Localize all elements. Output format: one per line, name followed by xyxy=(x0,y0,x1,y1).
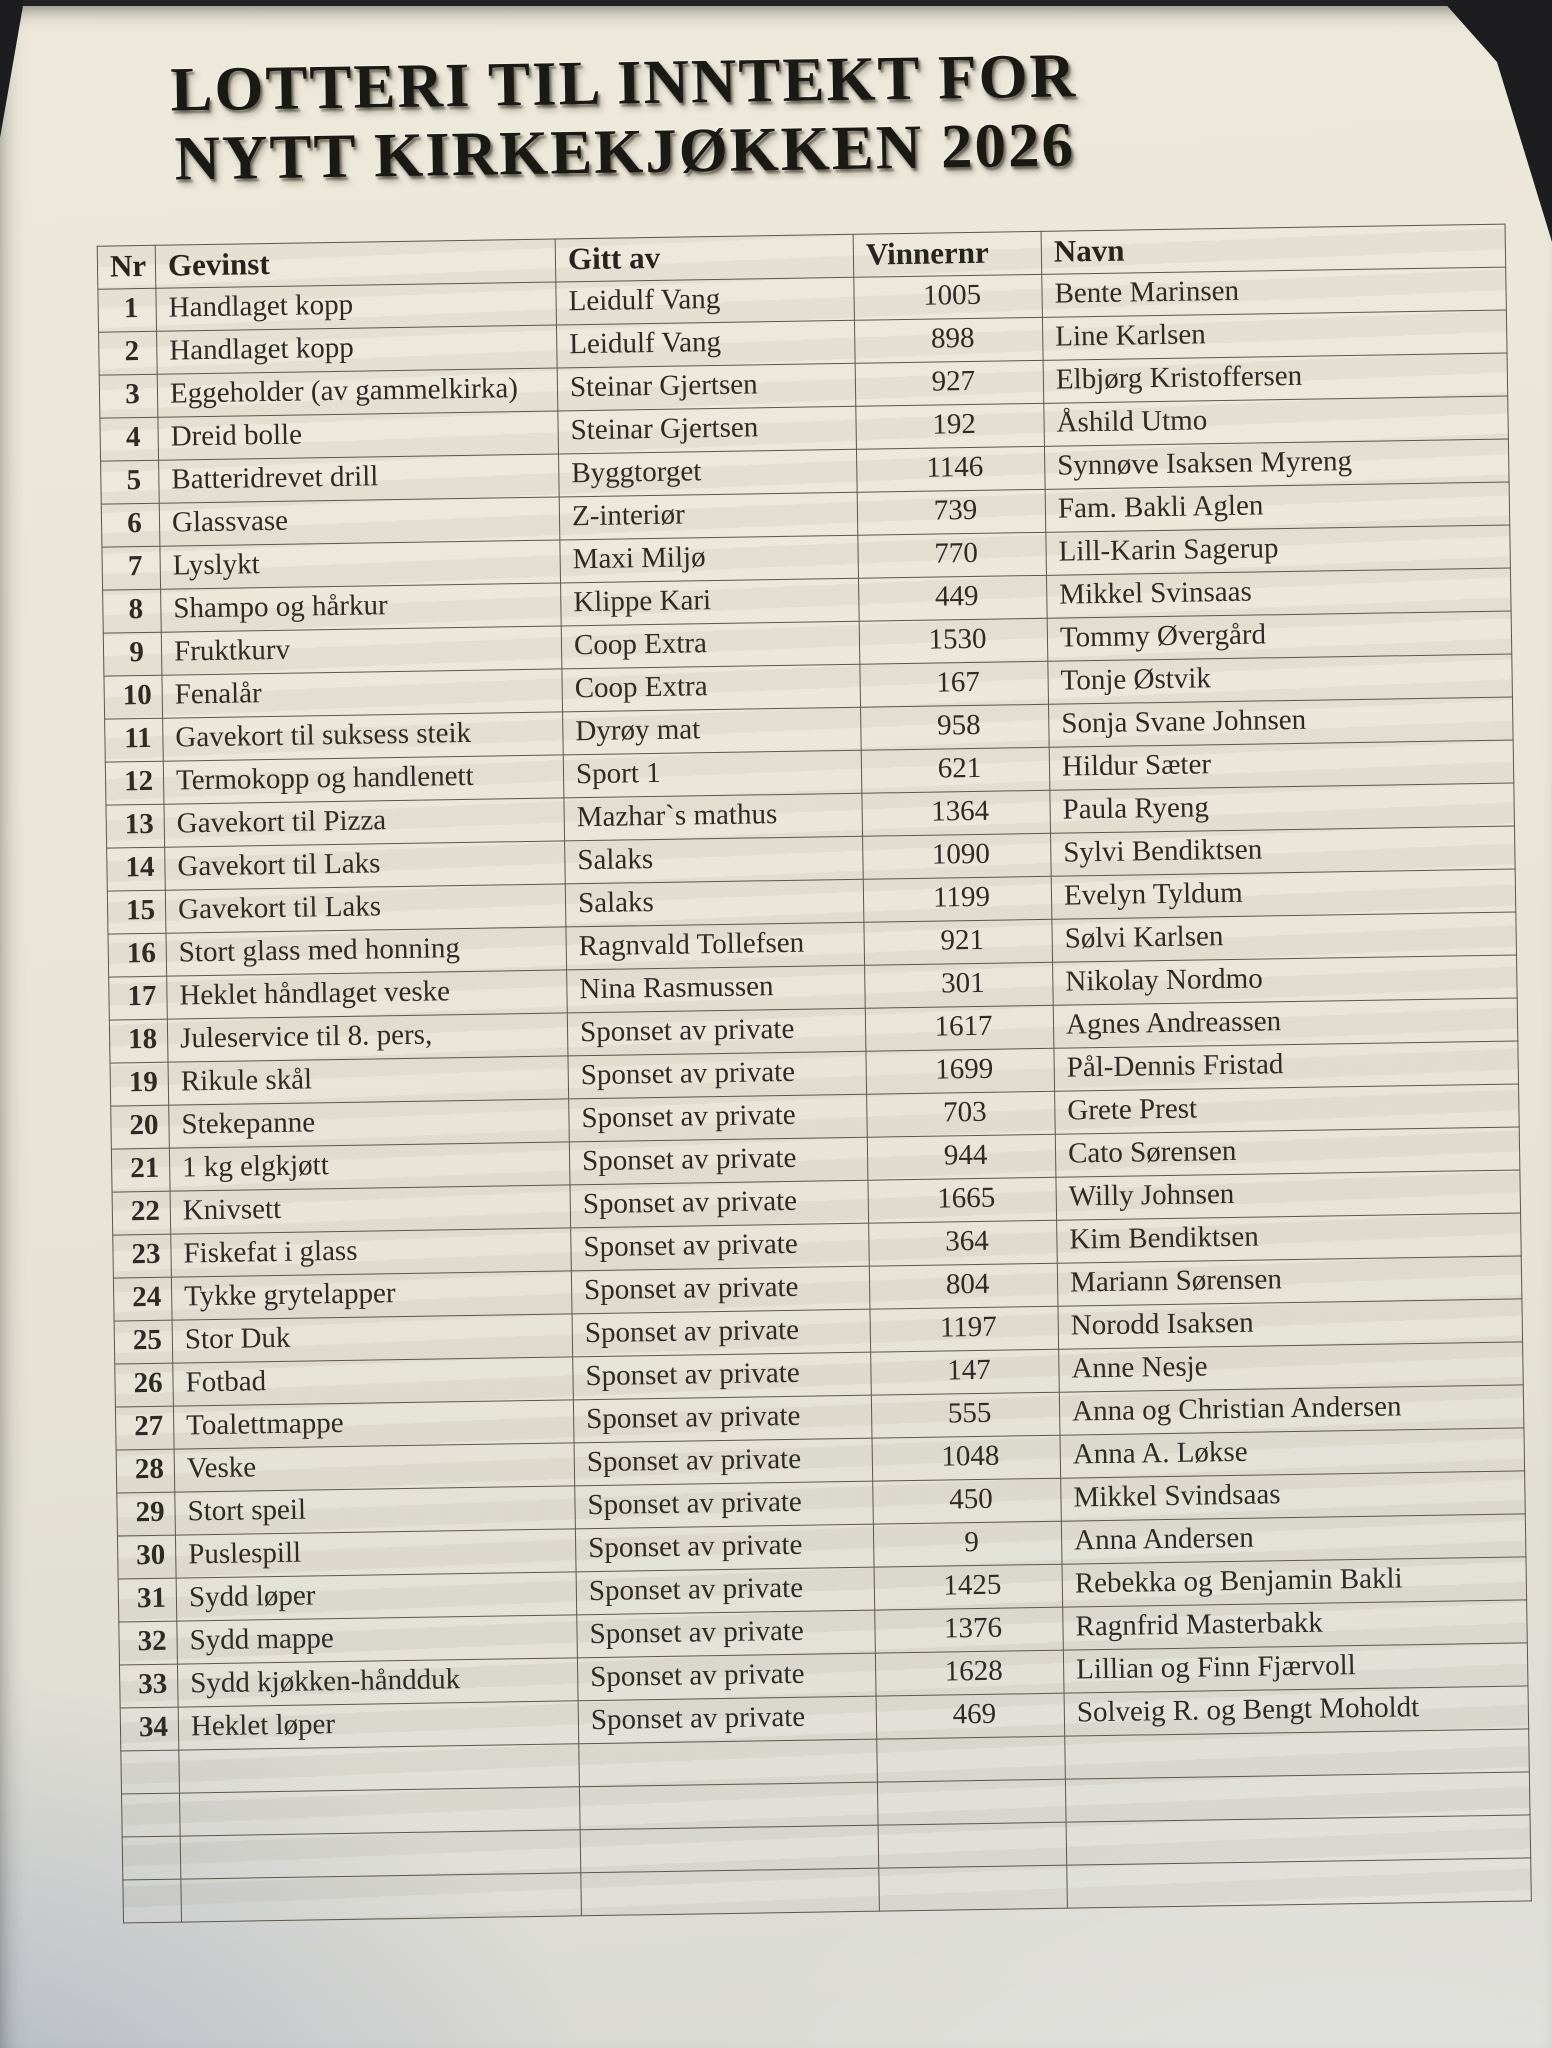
cell-gitt-av: Sponset av private xyxy=(577,1610,876,1658)
cell-nr: 33 xyxy=(119,1664,178,1708)
cell-gitt-av: Z-interiør xyxy=(559,492,858,540)
cell-navn: Nikolay Nordmo xyxy=(1053,955,1518,1005)
cell-vinnernr: 450 xyxy=(873,1478,1062,1524)
cell-gitt-av: Sponset av private xyxy=(575,1524,874,1572)
cell-navn: Anne Nesje xyxy=(1059,1342,1524,1392)
cell-navn: Mariann Sørensen xyxy=(1057,1256,1522,1306)
cell-nr xyxy=(121,1793,180,1837)
cell-gevinst xyxy=(180,1829,581,1878)
cell-vinnernr: 301 xyxy=(865,962,1054,1008)
cell-nr: 3 xyxy=(99,374,158,418)
cell-navn: Rebekka og Benjamin Bakli xyxy=(1062,1557,1527,1607)
cell-vinnernr: 804 xyxy=(869,1263,1058,1309)
cell-gitt-av: Sponset av private xyxy=(567,1008,866,1056)
cell-gitt-av: Sport 1 xyxy=(563,750,862,798)
cell-navn: Anna A. Løkse xyxy=(1060,1428,1525,1478)
cell-gitt-av: Byggtorget xyxy=(559,449,858,497)
cell-gitt-av: Sponset av private xyxy=(570,1180,869,1228)
cell-vinnernr: 927 xyxy=(855,360,1044,406)
cell-vinnernr: 1364 xyxy=(862,790,1051,836)
cell-vinnernr: 770 xyxy=(858,532,1047,578)
cell-vinnernr: 921 xyxy=(864,919,1053,965)
cell-nr: 16 xyxy=(108,933,167,977)
cell-gitt-av: Sponset av private xyxy=(573,1395,872,1443)
cell-gitt-av: Steinar Gjertsen xyxy=(558,406,857,454)
cell-vinnernr: 1425 xyxy=(874,1564,1063,1610)
cell-gitt-av: Sponset av private xyxy=(577,1653,876,1701)
cell-nr: 15 xyxy=(107,890,166,934)
cell-vinnernr: 703 xyxy=(867,1091,1056,1137)
cell-nr: 4 xyxy=(100,417,159,461)
cell-nr: 20 xyxy=(111,1105,170,1149)
cell-vinnernr: 192 xyxy=(856,403,1045,449)
cell-nr: 11 xyxy=(105,718,164,762)
cell-vinnernr: 739 xyxy=(857,489,1046,535)
cell-gevinst: Puslespill xyxy=(175,1528,576,1577)
cell-gevinst: Rikule skål xyxy=(168,1055,569,1104)
cell-gitt-av: Sponset av private xyxy=(568,1051,867,1099)
cell-nr: 1 xyxy=(98,288,157,332)
cell-nr: 9 xyxy=(103,632,162,676)
cell-gevinst: Dreid bolle xyxy=(158,411,559,460)
cell-gevinst: Sydd kjøkken-håndduk xyxy=(177,1657,578,1706)
cell-navn: Synnøve Isaksen Myreng xyxy=(1044,439,1509,489)
cell-gevinst: Fruktkurv xyxy=(161,626,562,675)
col-header-vinnernr: Vinnernr xyxy=(853,231,1042,277)
cell-nr: 7 xyxy=(102,546,161,590)
cell-nr: 10 xyxy=(104,675,163,719)
cell-nr: 24 xyxy=(113,1277,172,1321)
cell-gevinst: Heklet løper xyxy=(178,1700,579,1749)
cell-vinnernr: 898 xyxy=(854,317,1043,363)
cell-nr xyxy=(121,1750,180,1794)
cell-navn: Cato Sørensen xyxy=(1055,1127,1520,1177)
cell-navn: Norodd Isaksen xyxy=(1058,1299,1523,1349)
cell-gitt-av: Sponset av private xyxy=(575,1481,874,1529)
cell-gitt-av: Coop Extra xyxy=(562,664,861,712)
cell-navn: Hildur Sæter xyxy=(1049,740,1514,790)
cell-vinnernr: 1199 xyxy=(863,876,1052,922)
cell-nr: 23 xyxy=(113,1234,172,1278)
cell-gevinst: Stor Duk xyxy=(172,1313,573,1362)
cell-nr: 18 xyxy=(109,1019,168,1063)
cell-nr: 21 xyxy=(111,1148,170,1192)
cell-vinnernr: 555 xyxy=(871,1392,1060,1438)
cell-gitt-av: Salaks xyxy=(565,879,864,927)
cell-navn: Mikkel Svinsaas xyxy=(1046,568,1511,618)
cell-gevinst: Fotbad xyxy=(173,1356,574,1405)
cell-vinnernr: 1048 xyxy=(872,1435,1061,1481)
cell-vinnernr: 147 xyxy=(871,1349,1060,1395)
cell-navn: Grete Prest xyxy=(1055,1084,1520,1134)
cell-vinnernr xyxy=(877,1736,1066,1782)
cell-gitt-av: Coop Extra xyxy=(561,621,860,669)
col-header-nr: Nr xyxy=(97,245,156,289)
cell-gevinst: Veske xyxy=(174,1442,575,1491)
cell-navn: Bente Marinsen xyxy=(1042,267,1507,317)
cell-gevinst xyxy=(179,1743,580,1792)
cell-gevinst: Toalettmappe xyxy=(173,1399,574,1448)
cell-nr: 22 xyxy=(112,1191,171,1235)
cell-nr xyxy=(122,1836,181,1880)
cell-navn: Sylvi Bendiktsen xyxy=(1051,826,1516,876)
cell-gevinst: Stekepanne xyxy=(169,1098,570,1147)
page-title-line-2: NYTT KIRKEKJØKKEN 2026 xyxy=(174,109,1076,194)
cell-vinnernr: 1665 xyxy=(868,1177,1057,1223)
cell-gevinst: Handlaget kopp xyxy=(157,325,558,374)
cell-vinnernr: 1005 xyxy=(854,274,1043,320)
cell-gevinst: Stort speil xyxy=(175,1485,576,1534)
cell-gevinst: Sydd mappe xyxy=(177,1614,578,1663)
cell-gitt-av: Ragnvald Tollefsen xyxy=(566,922,865,970)
cell-navn: Pål-Dennis Fristad xyxy=(1054,1041,1519,1091)
cell-nr: 32 xyxy=(119,1621,178,1665)
cell-vinnernr xyxy=(877,1779,1066,1825)
cell-gevinst: Fiskefat i glass xyxy=(171,1227,572,1276)
cell-gitt-av: Mazhar`s mathus xyxy=(564,793,863,841)
cell-navn: Solveig R. og Bengt Moholdt xyxy=(1064,1685,1529,1735)
cell-gitt-av xyxy=(580,1825,879,1873)
cell-vinnernr: 1090 xyxy=(863,833,1052,879)
cell-gevinst: 1 kg elgkjøtt xyxy=(169,1141,570,1190)
cell-navn: Anna og Christian Andersen xyxy=(1059,1385,1524,1435)
cell-navn: Åshild Utmo xyxy=(1044,396,1509,446)
cell-gitt-av xyxy=(579,1739,878,1787)
cell-gevinst: Juleservice til 8. pers, xyxy=(167,1012,568,1061)
cell-nr: 25 xyxy=(114,1320,173,1364)
col-header-gevinst: Gevinst xyxy=(155,239,556,288)
cell-vinnernr: 1617 xyxy=(865,1005,1054,1051)
cell-gitt-av: Nina Rasmussen xyxy=(567,965,866,1013)
cell-vinnernr: 1376 xyxy=(875,1607,1064,1653)
cell-gitt-av: Sponset av private xyxy=(572,1309,871,1357)
cell-gitt-av: Sponset av private xyxy=(571,1266,870,1314)
cell-vinnernr xyxy=(879,1865,1068,1911)
cell-vinnernr: 1628 xyxy=(875,1650,1064,1696)
cell-gevinst: Termokopp og handlenett xyxy=(163,755,564,804)
cell-gevinst: Fenalår xyxy=(162,669,563,718)
cell-nr: 12 xyxy=(105,761,164,805)
cell-nr: 13 xyxy=(106,804,165,848)
cell-navn xyxy=(1065,1728,1530,1778)
cell-gitt-av: Leidulf Vang xyxy=(556,320,855,368)
cell-nr: 26 xyxy=(115,1363,174,1407)
cell-gitt-av: Sponset av private xyxy=(573,1352,872,1400)
cell-navn: Sonja Svane Johnsen xyxy=(1048,697,1513,747)
cell-vinnernr: 1530 xyxy=(859,618,1048,664)
cell-nr: 6 xyxy=(101,503,160,547)
cell-gitt-av: Salaks xyxy=(565,836,864,884)
cell-vinnernr: 1146 xyxy=(856,446,1045,492)
col-header-navn: Navn xyxy=(1041,224,1506,274)
cell-navn: Mikkel Svindsaas xyxy=(1061,1471,1526,1521)
cell-gevinst: Gavekort til Laks xyxy=(165,841,566,890)
cell-gevinst: Lyslykt xyxy=(160,540,561,589)
cell-navn: Ragnfrid Masterbakk xyxy=(1063,1600,1528,1650)
cell-gitt-av xyxy=(579,1782,878,1830)
cell-nr: 19 xyxy=(110,1062,169,1106)
cell-gevinst: Heklet håndlaget veske xyxy=(167,970,568,1019)
cell-vinnernr: 1197 xyxy=(870,1306,1059,1352)
cell-navn: Lill-Karin Sagerup xyxy=(1046,525,1511,575)
cell-gevinst: Shampo og hårkur xyxy=(161,583,562,632)
lottery-table-body xyxy=(98,267,1531,1923)
cell-nr: 8 xyxy=(103,589,162,633)
cell-gevinst: Handlaget kopp xyxy=(156,282,557,331)
cell-navn: Anna Andersen xyxy=(1061,1514,1526,1564)
cell-vinnernr: 449 xyxy=(858,575,1047,621)
cell-gitt-av: Sponset av private xyxy=(569,1094,868,1142)
cell-nr: 17 xyxy=(109,976,168,1020)
cell-gevinst: Knivsett xyxy=(170,1184,571,1233)
cell-gevinst: Gavekort til suksess steik xyxy=(163,712,564,761)
cell-navn: Evelyn Tyldum xyxy=(1051,869,1516,919)
cell-gitt-av: Dyrøy mat xyxy=(563,707,862,755)
cell-gevinst: Gavekort til Laks xyxy=(165,884,566,933)
cell-nr: 29 xyxy=(117,1492,176,1536)
cell-gevinst: Eggeholder (av gammelkirka) xyxy=(157,368,558,417)
cell-nr xyxy=(123,1879,182,1923)
cell-vinnernr: 364 xyxy=(869,1220,1058,1266)
cell-gevinst xyxy=(179,1786,580,1835)
cell-nr: 34 xyxy=(120,1707,179,1751)
page-title xyxy=(1,39,1248,197)
cell-gitt-av: Sponset av private xyxy=(571,1223,870,1271)
cell-gevinst: Gavekort til Pizza xyxy=(164,798,565,847)
cell-gevinst: Stort glass med honning xyxy=(166,927,567,976)
cell-gitt-av: Klippe Kari xyxy=(561,578,860,626)
col-header-gitt-av: Gitt av xyxy=(555,234,854,282)
cell-gevinst xyxy=(181,1872,582,1921)
cell-navn: Kim Bendiktsen xyxy=(1057,1213,1522,1263)
cell-vinnernr xyxy=(878,1822,1067,1868)
cell-vinnernr: 944 xyxy=(867,1134,1056,1180)
cell-gevinst: Sydd løper xyxy=(176,1571,577,1620)
cell-navn xyxy=(1065,1771,1530,1821)
cell-nr: 30 xyxy=(117,1535,176,1579)
cell-nr: 2 xyxy=(99,331,158,375)
cell-vinnernr: 1699 xyxy=(866,1048,1055,1094)
cell-vinnernr: 9 xyxy=(873,1521,1062,1567)
cell-navn: Line Karlsen xyxy=(1042,310,1507,360)
cell-nr: 27 xyxy=(115,1406,174,1450)
cell-gitt-av xyxy=(581,1868,880,1916)
cell-navn: Paula Ryeng xyxy=(1050,783,1515,833)
cell-gitt-av: Steinar Gjertsen xyxy=(557,363,856,411)
cell-gevinst: Glassvase xyxy=(159,497,560,546)
cell-navn: Tommy Øvergård xyxy=(1047,611,1512,661)
cell-gitt-av: Sponset av private xyxy=(569,1137,868,1185)
cell-navn: Agnes Andreassen xyxy=(1053,998,1518,1048)
cell-navn: Willy Johnsen xyxy=(1056,1170,1521,1220)
cell-navn: Tonje Østvik xyxy=(1048,654,1513,704)
cell-navn xyxy=(1067,1857,1532,1907)
cell-nr: 31 xyxy=(118,1578,177,1622)
cell-gitt-av: Sponset av private xyxy=(578,1696,877,1744)
cell-vinnernr: 469 xyxy=(876,1693,1065,1739)
cell-vinnernr: 958 xyxy=(861,704,1050,750)
cell-vinnernr: 621 xyxy=(861,747,1050,793)
cell-gevinst: Tykke grytelapper xyxy=(171,1270,572,1319)
cell-nr: 28 xyxy=(116,1449,175,1493)
cell-gitt-av: Leidulf Vang xyxy=(556,277,855,325)
page-title-line-1: LOTTERI TIL INNTEKT FOR xyxy=(169,40,1078,125)
cell-navn: Elbjørg Kristoffersen xyxy=(1043,353,1508,403)
cell-gitt-av: Sponset av private xyxy=(576,1567,875,1615)
cell-navn: Fam. Bakli Aglen xyxy=(1045,482,1510,532)
cell-gitt-av: Sponset av private xyxy=(574,1438,873,1486)
cell-vinnernr: 167 xyxy=(860,661,1049,707)
cell-navn xyxy=(1066,1814,1531,1864)
cell-nr: 14 xyxy=(107,847,166,891)
cell-navn: Lillian og Finn Fjærvoll xyxy=(1063,1642,1528,1692)
paper-sheet xyxy=(0,6,1552,2048)
cell-nr: 5 xyxy=(101,460,160,504)
cell-gevinst: Batteridrevet drill xyxy=(159,454,560,503)
cell-gitt-av: Maxi Miljø xyxy=(560,535,859,583)
cell-navn: Sølvi Karlsen xyxy=(1052,912,1517,962)
lottery-results-table xyxy=(97,223,1532,1923)
